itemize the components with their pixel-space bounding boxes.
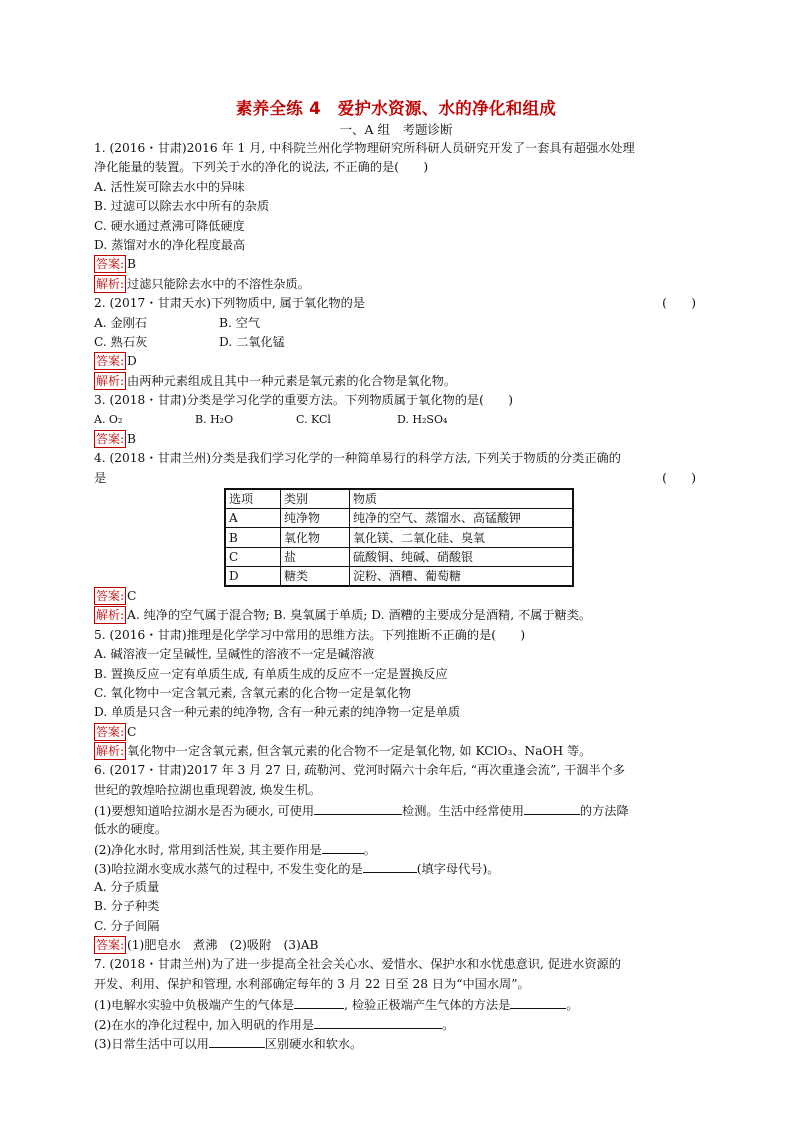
q2-option-a: A. 金刚石 [94, 315, 148, 330]
q7-part2-text-a: (2)在水的净化过程中, 加入明矾的作用是 [94, 1017, 315, 1032]
q5-answer [94, 723, 698, 742]
q5-answer-value: C [127, 724, 137, 739]
q1-option-c: C. 硬水通过煮沸可降低硬度 [94, 218, 245, 233]
q5-option-b: B. 置换反应一定有单质生成, 有单质生成的反应不一定是置换反应 [94, 666, 448, 681]
q7-part1-text-b: , 检验正极端产生气体的方法是 [344, 998, 511, 1013]
q7-part2-text-b: 。 [442, 1017, 455, 1032]
table-header-cell: 选项 [225, 489, 281, 509]
q2-options-row1 [94, 314, 698, 333]
q5-option-d: D. 单质是只含一种元素的纯净物, 含有一种元素的纯净物一定是单质 [94, 705, 461, 720]
q7-part3 [94, 1033, 698, 1052]
q3-option-b: B. H₂O [195, 413, 234, 427]
analysis-tag: 解析: [96, 276, 125, 291]
q1-answer-value: B [127, 257, 137, 272]
q6-answer [94, 936, 698, 955]
q1-stem-line1: 1. (2016・甘肃)2016 年 1 月, 中科院兰州化学物理研究所科研人员研究开发了一套具有超强水处理 [94, 141, 635, 155]
answer-tag: 答案: [96, 354, 125, 369]
q4-answer [94, 587, 698, 606]
answer-tag: 答案: [96, 724, 125, 739]
q7-part1-text-c: 。 [566, 998, 579, 1013]
q6-option-b: B. 分子种类 [94, 899, 160, 914]
table-cell: A [225, 509, 281, 528]
table-header-cell: 物质 [350, 489, 574, 509]
table-cell: B [225, 528, 281, 547]
table-row [225, 528, 573, 547]
q3-option-d: D. H₂SO₄ [397, 413, 448, 427]
q4-analysis-text: A. 纯净的空气属于混合物; B. 臭氧属于单质; D. 酒糟的主要成分是酒精, 不属于糖类。 [127, 608, 592, 623]
table-cell: 纯净物 [281, 509, 350, 528]
answer-tag: 答案: [96, 257, 125, 272]
q6-blank-2[interactable] [524, 800, 580, 815]
table-cell: 纯净的空气、蒸馏水、高锰酸钾 [350, 509, 574, 528]
q7-blank-1[interactable] [294, 994, 344, 1009]
q6-part1-text-b: 检测。生活中经常使用 [402, 804, 524, 819]
q2-options-row2 [94, 333, 698, 352]
q2-option-d: D. 二氧化锰 [219, 334, 285, 349]
table-cell: D [225, 566, 281, 586]
q5-option-c: C. 氧化物中一定含氧元素, 含氧元素的化合物一定是氧化物 [94, 685, 411, 700]
q6-part2-text-a: (2)净化水时, 常用到活性炭, 其主要作用是 [94, 843, 322, 858]
q6-option-a: A. 分子质量 [94, 879, 160, 894]
q7-blank-4[interactable] [209, 1033, 265, 1048]
q6-part2-text-b: 。 [363, 843, 376, 858]
q5-option-a: A. 碱溶液一定呈碱性, 呈碱性的溶液不一定是碱溶液 [94, 647, 375, 662]
q6-part3-text-b: (填字母代号)。 [416, 862, 500, 877]
page-title: 素养全练 4 爱护水资源、水的净化和组成 [235, 99, 557, 118]
q1-option-a: A. 活性炭可除去水中的异味 [94, 179, 245, 194]
table-cell: C [225, 547, 281, 566]
table-row [225, 566, 573, 586]
q6-option-c: C. 分子间隔 [94, 918, 160, 933]
q7-stem-line2: 开发、利用、保护和管理, 水利部确定每年的 3 月 22 日至 28 日为“中国水周”。 [94, 976, 530, 991]
q2-answer [94, 352, 698, 371]
q4-stem-line1: 4. (2018・甘肃兰州)分类是我们学习化学的一种简单易行的科学方法, 下列关于物质的分类正确的 [94, 451, 621, 466]
q3-option-a: A. O₂ [94, 413, 123, 427]
q3-options [94, 410, 698, 429]
q1-answer [94, 255, 698, 274]
q6-part3-text-a: (3)哈拉湖水变成水蒸气的过程中, 不发生变化的是 [94, 862, 363, 877]
q7-part2 [94, 1014, 698, 1033]
classification-table [224, 488, 574, 587]
table-cell: 糖类 [281, 566, 350, 586]
q7-part1 [94, 994, 698, 1013]
table-cell: 氧化镁、二氧化硅、臭氧 [350, 528, 574, 547]
q6-part1 [94, 800, 698, 819]
q3-stem: 3. (2018・甘肃)分类是学习化学的重要方法。下列物质属于氧化物的是( ) [94, 393, 513, 408]
q1-stem-line2: 净化能量的装置。下列关于水的净化的说法, 不正确的是( ) [94, 160, 429, 175]
analysis-tag: 解析: [96, 744, 125, 759]
q6-blank-4[interactable] [363, 858, 417, 873]
answer-tag: 答案: [96, 938, 125, 952]
q2-option-b: B. 空气 [219, 315, 261, 330]
table-cell: 氧化物 [281, 528, 350, 547]
q1-option-d: D. 蒸馏对水的净化程度最高 [94, 237, 246, 252]
q4-answer-value: C [127, 588, 137, 603]
q3-answer [94, 430, 698, 449]
q6-part1-text-a: (1)要想知道哈拉湖水是否为硬水, 可使用 [94, 804, 315, 819]
table-row [225, 547, 573, 566]
analysis-tag: 解析: [96, 608, 125, 623]
q1-analysis [94, 275, 698, 294]
q7-blank-2[interactable] [510, 994, 566, 1009]
table-header-row [225, 489, 573, 509]
q7-stem-line1: 7. (2018・甘肃兰州)为了进一步提高全社会关心水、爱惜水、保护水和水忧患意识, 促进水资源的 [94, 957, 621, 972]
table-row [225, 509, 573, 528]
table-cell: 硫酸铜、纯碱、硝酸银 [350, 547, 574, 566]
q4-analysis [94, 606, 698, 625]
analysis-tag: 解析: [96, 373, 125, 388]
section-heading: 一、A 组 考题诊断 [339, 122, 453, 137]
table-cell: 盐 [281, 547, 350, 566]
q6-answer-value: (1)肥皂水 煮沸 (2)吸附 (3)AB [127, 938, 319, 952]
worksheet [94, 98, 698, 1052]
q7-part3-text-b: 区别硬水和软水。 [264, 1036, 363, 1051]
q3-answer-value: B [127, 431, 137, 446]
q7-blank-3[interactable] [314, 1014, 442, 1029]
q1-analysis-text: 过滤只能除去水中的不溶性杂质。 [127, 276, 310, 291]
q2-option-c: C. 熟石灰 [94, 334, 148, 349]
q6-stem-line1: 6. (2017・甘肃)2017 年 3 月 27 日, 疏勒河、党河时隔六十余年后, “再次重逢会流”, 干涸半个多 [94, 763, 626, 778]
q5-stem: 5. (2016・甘肃)推理是化学学习中常用的思维方法。下列推断不正确的是( ) [94, 627, 526, 642]
table-cell: 淀粉、酒糟、葡萄糖 [350, 566, 574, 586]
q2-stem [94, 294, 698, 313]
answer-tag: 答案: [96, 588, 125, 603]
q1-option-b: B. 过滤可以除去水中所有的杂质 [94, 199, 270, 214]
q6-stem-line2: 世纪的敦煌哈拉湖也重现碧波, 焕发生机。 [94, 782, 322, 797]
q6-blank-1[interactable] [314, 800, 402, 815]
q5-analysis [94, 742, 698, 761]
q6-blank-3[interactable] [322, 839, 364, 854]
q3-option-c: C. KCl [296, 413, 331, 427]
q7-part3-text-a: (3)日常生活中可以用 [94, 1036, 209, 1051]
table-header-cell: 类别 [281, 489, 350, 509]
answer-tag: 答案: [96, 431, 125, 446]
q4-stem-line2 [94, 469, 698, 488]
q2-analysis-text: 由两种元素组成且其中一种元素是氧元素的化合物是氧化物。 [127, 373, 457, 388]
q2-analysis [94, 372, 698, 391]
q5-analysis-text: 氧化物中一定含氧元素, 但含氧元素的化合物不一定是氧化物, 如 KClO₃、NaOH 等。 [127, 744, 592, 759]
q2-answer-paren: ( ) [662, 296, 696, 311]
q2-stem-text: 2. (2017・甘肃天水)下列物质中, 属于氧化物的是 [94, 296, 365, 311]
q4-answer-paren: ( ) [662, 470, 696, 485]
q6-part3 [94, 858, 698, 877]
q6-part1-text-c: 的方法降 [579, 804, 629, 819]
q4-stem-text: 是 [94, 470, 107, 485]
q6-part1-cont: 低水的硬度。 [94, 821, 168, 836]
q7-part1-text-a: (1)电解水实验中负极端产生的气体是 [94, 998, 295, 1013]
q6-part2 [94, 839, 698, 858]
q2-answer-value: D [127, 354, 137, 369]
